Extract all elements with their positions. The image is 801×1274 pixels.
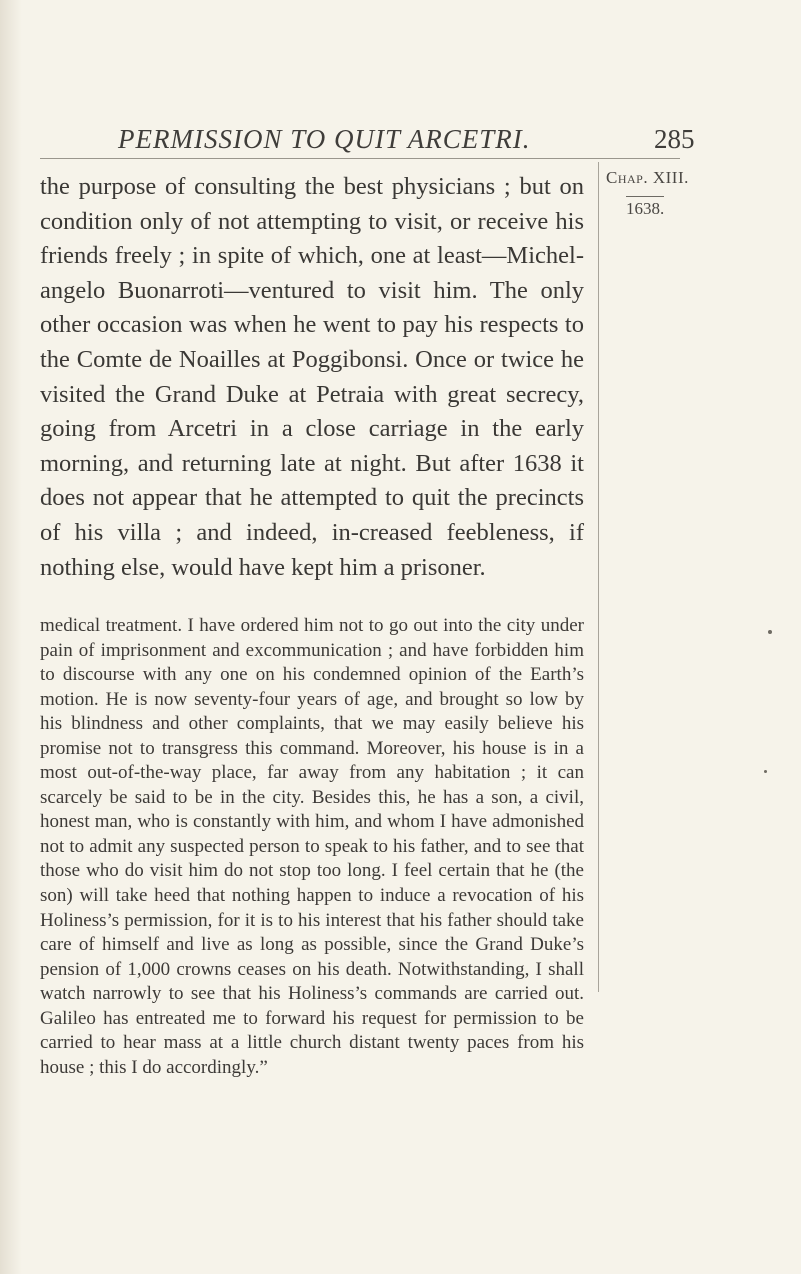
page-number: 285 — [654, 124, 695, 154]
paper-speck — [764, 770, 767, 773]
paper-speck — [768, 630, 772, 634]
footnote-text: medical treatment. I have ordered him not to go out into the city under pain of imprisonment and excommunication ; and have forbidden him to discourse with any one on his condemned opinion of the Earth’s motion. He is now seventy-four years of age, and brought so low by his blindness and other complaints, that we may easily believe his promise not to transgress this command. Moreover, his house is in a most out-of-the-way place, far away from any habitation ; it can scarcely be said to be in the city. Besides this, he has a son, a civil, honest man, who is constantly with him, and whom I have admonished not to admit any suspected person to speak to his father, and to see that those who do visit him do not stop too long. I feel certain that he (the son) will take heed that nothing happen to induce a revocation of his Holiness’s permission, for it is to his interest that his father should take care of himself and live as long as possible, since the Grand Duke’s pension of 1,000 crowns ceases on his death. Notwithstanding, I shall watch narrowly to see that his Holiness’s commands are carried out. Galileo has entreated me to forward his request for permission to be carried to hear mass at a little church distant twenty paces from his house ; this I do accordingly.” — [40, 615, 584, 1078]
margin-year-label: 1638. — [626, 196, 664, 219]
page-gutter — [0, 0, 22, 1274]
header-rule — [40, 158, 680, 159]
main-body-text: the purpose of consulting the best physicians ; but on condition only of not attempting to visit, or receive his friends freely ; in spite of which, one at least—Michel-angelo Buonarroti—ventured to visit him. The only other occasion was when he went to pay his respects to the Comte de Noailles at Poggibonsi. Once or twice he visited the Grand Duke at Petraia with great secrecy, going from Arcetri in a close carriage in the early morning, and returning late at night. But after 1638 it does not appear that he attempted to quit the precincts of his villa ; and indeed, in-creased feebleness, if nothing else, would have kept him a prisoner. — [40, 173, 584, 581]
margin-chapter-label: Chap. XIII. — [606, 168, 689, 187]
margin-rule — [598, 162, 599, 992]
running-head-title: PERMISSION TO QUIT ARCETRI. — [118, 124, 531, 154]
